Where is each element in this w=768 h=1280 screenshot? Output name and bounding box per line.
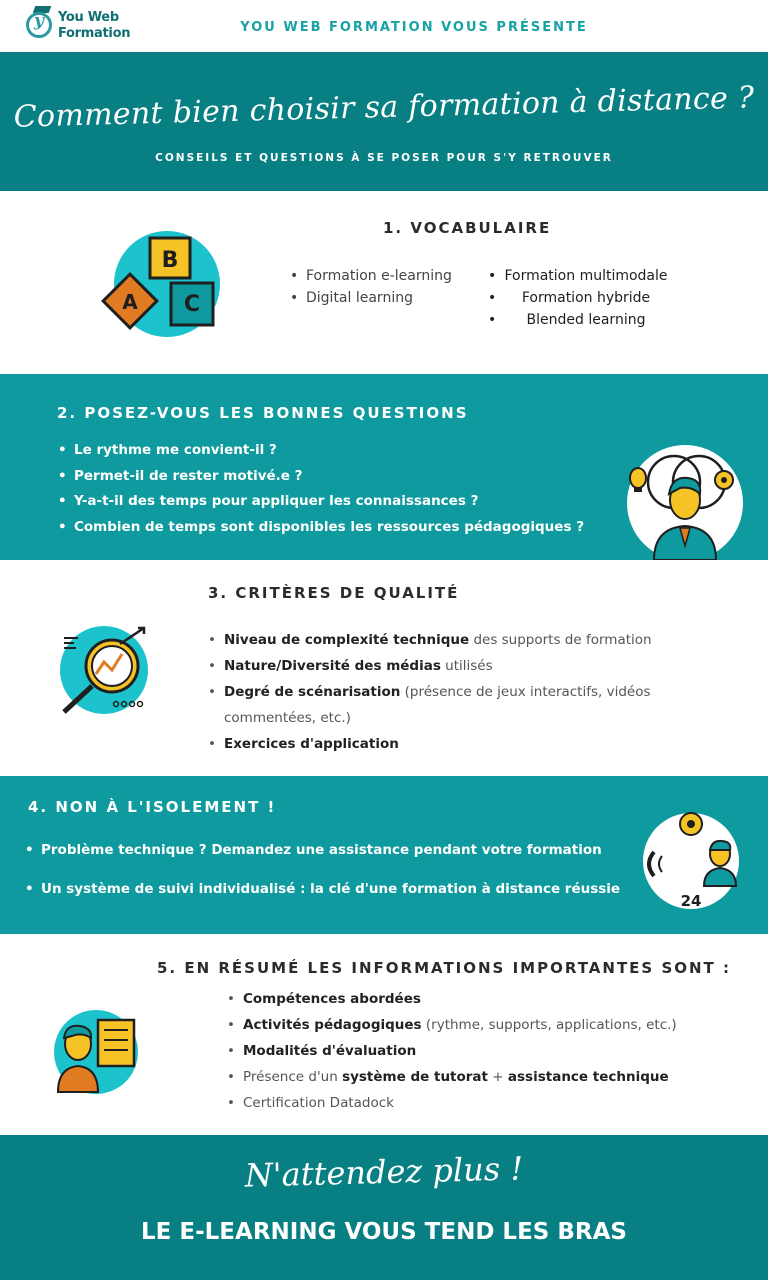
list-item	[208, 653, 678, 679]
footer-cta: LE E-LEARNING VOUS TEND LES BRAS	[141, 1219, 627, 1245]
list-item-bold: Exercices d'application	[224, 736, 399, 752]
hero-banner	[0, 52, 768, 191]
isolement-list	[25, 840, 625, 899]
section-vocabulaire	[0, 191, 768, 374]
vocab-list-1	[290, 265, 470, 309]
list-item-bold: Activités pédagogiques	[243, 1017, 422, 1033]
list-item-text: +	[488, 1069, 508, 1085]
section-isolement	[0, 776, 768, 934]
list-item-bold: Modalités d'évaluation	[243, 1043, 417, 1059]
list-item	[208, 731, 678, 757]
list-item	[227, 1064, 727, 1090]
section-criteres	[0, 560, 768, 776]
support-24h-icon	[636, 806, 746, 914]
list-item: • Formation hybride	[488, 287, 668, 309]
block-letter-c: C	[183, 292, 201, 317]
footer-tagline: N'attendez plus !	[244, 1149, 524, 1195]
thinking-person-icon	[624, 442, 746, 560]
logo-line2: Formation	[58, 26, 131, 41]
criteres-list	[208, 627, 678, 757]
list-item: • Blended learning	[488, 309, 668, 331]
analytics-magnifier-icon	[54, 624, 154, 720]
header	[0, 0, 768, 52]
page-title: Comment bien choisir sa formation à distance ?	[13, 80, 755, 135]
list-item	[227, 1012, 727, 1038]
list-item: • Le rythme me convient-il ?	[58, 438, 618, 464]
section-heading: 4. NON À L'ISOLEMENT !	[28, 798, 277, 816]
section-resume	[0, 934, 768, 1135]
presents-text: YOU WEB FORMATION VOUS PRÉSENTE	[240, 20, 588, 35]
list-item: • Certification Datadock	[227, 1090, 727, 1116]
list-item-text: Présence d'un	[243, 1069, 343, 1085]
list-item-text: utilisés	[440, 658, 493, 674]
icon-24-label: 24	[680, 892, 702, 910]
abc-blocks-icon	[100, 231, 225, 341]
section-heading: 5. EN RÉSUMÉ LES INFORMATIONS IMPORTANTES SONT :	[157, 959, 732, 977]
list-item: • Combien de temps sont disponibles les ressources pédagogiques ?	[58, 515, 618, 541]
list-item	[227, 986, 727, 1012]
section-heading: 1. VOCABULAIRE	[383, 219, 552, 237]
block-letter-a: A	[122, 290, 138, 314]
page-subtitle: CONSEILS ET QUESTIONS À SE POSER POUR S'Y RETROUVER	[155, 152, 613, 164]
list-item: • Permet-il de rester motivé.e ?	[58, 464, 618, 490]
footer-banner	[0, 1135, 768, 1280]
list-item: • Y-a-t-il des temps pour appliquer les connaissances ?	[58, 489, 618, 515]
list-item-bold: Nature/Diversité des médias	[224, 658, 441, 674]
vocab-list-2	[488, 265, 668, 331]
list-item-text: (présence de jeux interactifs, vidéos commentées, etc.)	[224, 684, 651, 726]
list-item: • Formation multimodale	[488, 265, 668, 287]
section-heading: 3. CRITÈRES DE QUALITÉ	[208, 584, 460, 602]
list-item-bold: Compétences abordées	[243, 991, 421, 1007]
section-questions	[0, 374, 768, 560]
list-item: • Formation e-learning	[290, 265, 470, 287]
block-letter-b: B	[161, 248, 179, 273]
list-item-text: (rythme, supports, applications, etc.)	[421, 1017, 677, 1033]
list-item: • Un système de suivi individualisé : la clé d'une formation à distance réussie	[25, 879, 625, 899]
list-item: • Problème technique ? Demandez une assistance pendant votre formation	[25, 840, 625, 860]
list-item-bold: Niveau de complexité technique	[224, 632, 470, 648]
list-item	[208, 627, 678, 653]
logo-line1: You Web	[58, 10, 119, 25]
questions-list	[58, 438, 618, 540]
list-item	[208, 679, 678, 731]
list-item-text: des supports de formation	[469, 632, 652, 648]
list-item-bold: système de tutorat	[342, 1069, 488, 1085]
list-item-bold: Degré de scénarisation	[224, 684, 401, 700]
student-checklist-icon	[50, 1004, 146, 1096]
resume-list	[227, 986, 727, 1116]
section-heading: 2. POSEZ-VOUS LES BONNES QUESTIONS	[57, 404, 469, 422]
list-item: • Digital learning	[290, 287, 470, 309]
list-item-bold: assistance technique	[507, 1069, 669, 1085]
list-item	[227, 1038, 727, 1064]
